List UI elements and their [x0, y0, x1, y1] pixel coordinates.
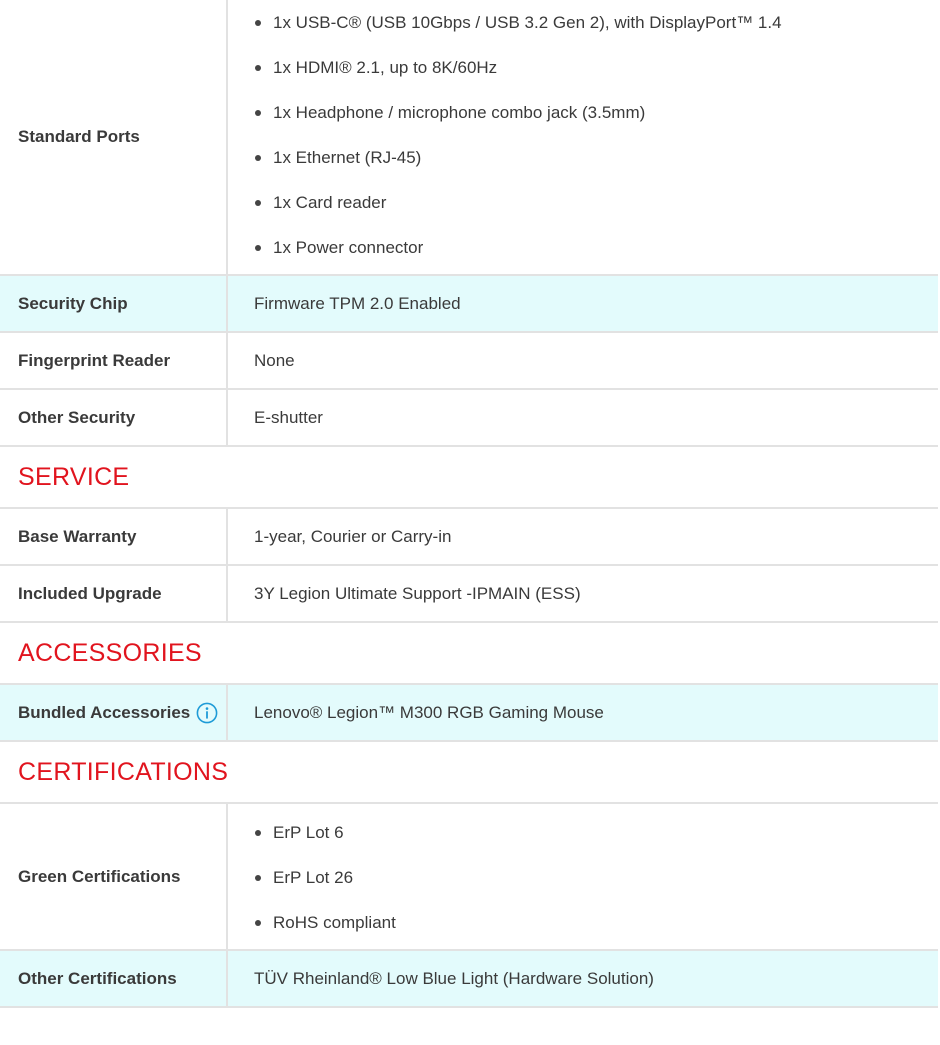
- spec-label: Other Certifications: [0, 951, 228, 1006]
- spec-row-bundled-accessories: [0, 685, 938, 742]
- spec-row-other-certifications: [0, 951, 938, 1008]
- spec-label: Other Security: [0, 390, 228, 445]
- spec-label: Standard Ports: [0, 0, 228, 274]
- section-heading-certifications: CERTIFICATIONS: [0, 742, 938, 804]
- spec-value: Firmware TPM 2.0 Enabled: [254, 293, 461, 313]
- spec-label: Green Certifications: [0, 804, 228, 949]
- section-heading-service: SERVICE: [0, 447, 938, 509]
- spec-label-text: Bundled Accessories: [18, 702, 191, 722]
- list-item: 1x Ethernet (RJ-45): [254, 135, 782, 180]
- spec-row-included-upgrade: [0, 566, 938, 623]
- spec-row-other-security: [0, 390, 938, 447]
- spec-label: Security Chip: [0, 276, 228, 331]
- spec-value: None: [254, 350, 295, 370]
- spec-row-base-warranty: [0, 509, 938, 566]
- list-item: 1x HDMI® 2.1, up to 8K/60Hz: [254, 45, 782, 90]
- spec-label: [0, 685, 228, 740]
- spec-label: Base Warranty: [0, 509, 228, 564]
- list-item: 1x Card reader: [254, 180, 782, 225]
- spec-row-green-certifications: [0, 804, 938, 951]
- info-icon[interactable]: [196, 702, 218, 724]
- ports-list: [254, 0, 782, 270]
- spec-value: 3Y Legion Ultimate Support -IPMAIN (ESS): [254, 583, 581, 603]
- list-item: ErP Lot 6: [254, 810, 396, 855]
- spec-label: Fingerprint Reader: [0, 333, 228, 388]
- spec-value: TÜV Rheinland® Low Blue Light (Hardware Solution): [254, 968, 654, 988]
- certifications-list: [254, 810, 396, 945]
- list-item: 1x Power connector: [254, 225, 782, 270]
- spec-row-fingerprint-reader: [0, 333, 938, 390]
- section-heading-accessories: ACCESSORIES: [0, 623, 938, 685]
- spec-value: E-shutter: [254, 407, 323, 427]
- spec-value: [228, 804, 938, 949]
- spec-value: 1-year, Courier or Carry-in: [254, 526, 452, 546]
- spec-row-standard-ports: [0, 0, 938, 276]
- spec-row-security-chip: [0, 276, 938, 333]
- spec-label: Included Upgrade: [0, 566, 228, 621]
- spec-value: [228, 0, 938, 274]
- list-item: 1x Headphone / microphone combo jack (3.5mm): [254, 90, 782, 135]
- list-item: 1x USB-C® (USB 10Gbps / USB 3.2 Gen 2), with DisplayPort™ 1.4: [254, 0, 782, 45]
- spec-value: Lenovo® Legion™ M300 RGB Gaming Mouse: [254, 702, 604, 722]
- list-item: ErP Lot 26: [254, 855, 396, 900]
- list-item: RoHS compliant: [254, 900, 396, 945]
